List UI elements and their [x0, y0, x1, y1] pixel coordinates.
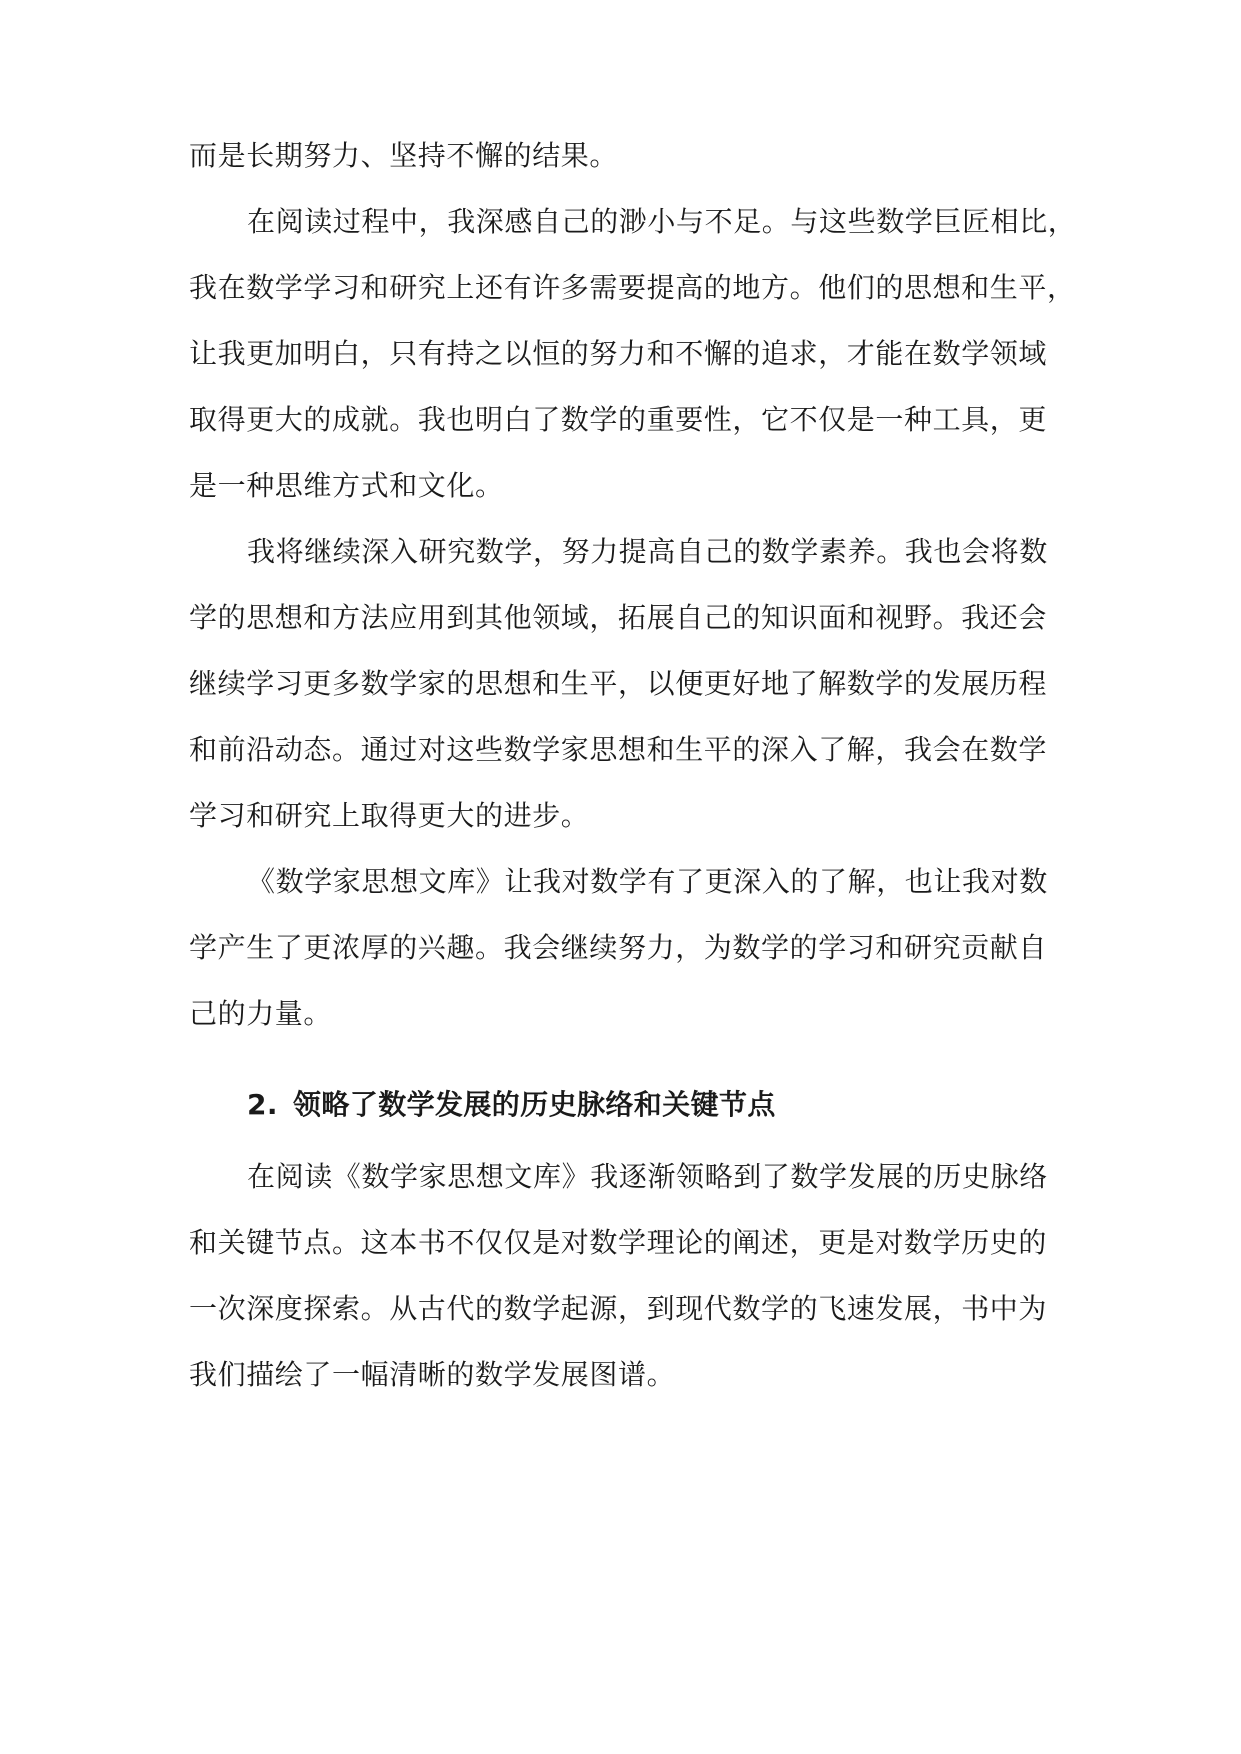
paragraph-line: 学的思想和方法应用到其他领域，拓展自己的知识面和视野。我还会 — [189, 601, 1048, 634]
paragraph-line: 是一种思维方式和文化。 — [189, 469, 504, 502]
paragraph-line: 己的力量。 — [189, 997, 333, 1030]
paragraph-line: 取得更大的成就。我也明白了数学的重要性，它不仅是一种工具，更 — [189, 403, 1048, 436]
paragraph-line: 学产生了更浓厚的兴趣。我会继续努力，为数学的学习和研究贡献自 — [189, 931, 1048, 964]
paragraph-line: 学习和研究上取得更大的进步。 — [189, 799, 590, 832]
section-heading — [247, 1085, 776, 1125]
paragraph-line: 一次深度探索。从古代的数学起源，到现代数学的飞速发展，书中为 — [189, 1292, 1048, 1325]
paragraph-line: 和前沿动态。通过对这些数学家思想和生平的深入了解，我会在数学 — [189, 733, 1048, 766]
paragraph-line: 而是长期努力、坚持不懈的结果。 — [189, 139, 619, 172]
paragraph-line: 在阅读《数学家思想文库》我逐渐领略到了数学发展的历史脉络 — [247, 1160, 1048, 1193]
paragraph-line: 继续学习更多数学家的思想和生平，以便更好地了解数学的发展历程 — [189, 667, 1048, 700]
paragraph-line: 在阅读过程中，我深感自己的渺小与不足。与这些数学巨匠相比， — [247, 205, 1077, 238]
paragraph-line: 和关键节点。这本书不仅仅是对数学理论的阐述，更是对数学历史的 — [189, 1226, 1048, 1259]
paragraph-line: 我在数学学习和研究上还有许多需要提高的地方。他们的思想和生平， — [189, 271, 1076, 304]
paragraph-line: 我将继续深入研究数学，努力提高自己的数学素养。我也会将数 — [247, 535, 1048, 568]
paragraph-line: 我们描绘了一幅清晰的数学发展图谱。 — [189, 1358, 676, 1391]
paragraph-line: 让我更加明白，只有持之以恒的努力和不懈的追求，才能在数学领域 — [189, 337, 1048, 370]
section-number: 2. — [247, 1088, 278, 1121]
section-title: 领略了数学发展的历史脉络和关键节点 — [293, 1088, 776, 1121]
paragraph-line: 《数学家思想文库》让我对数学有了更深入的了解，也让我对数 — [247, 865, 1048, 898]
